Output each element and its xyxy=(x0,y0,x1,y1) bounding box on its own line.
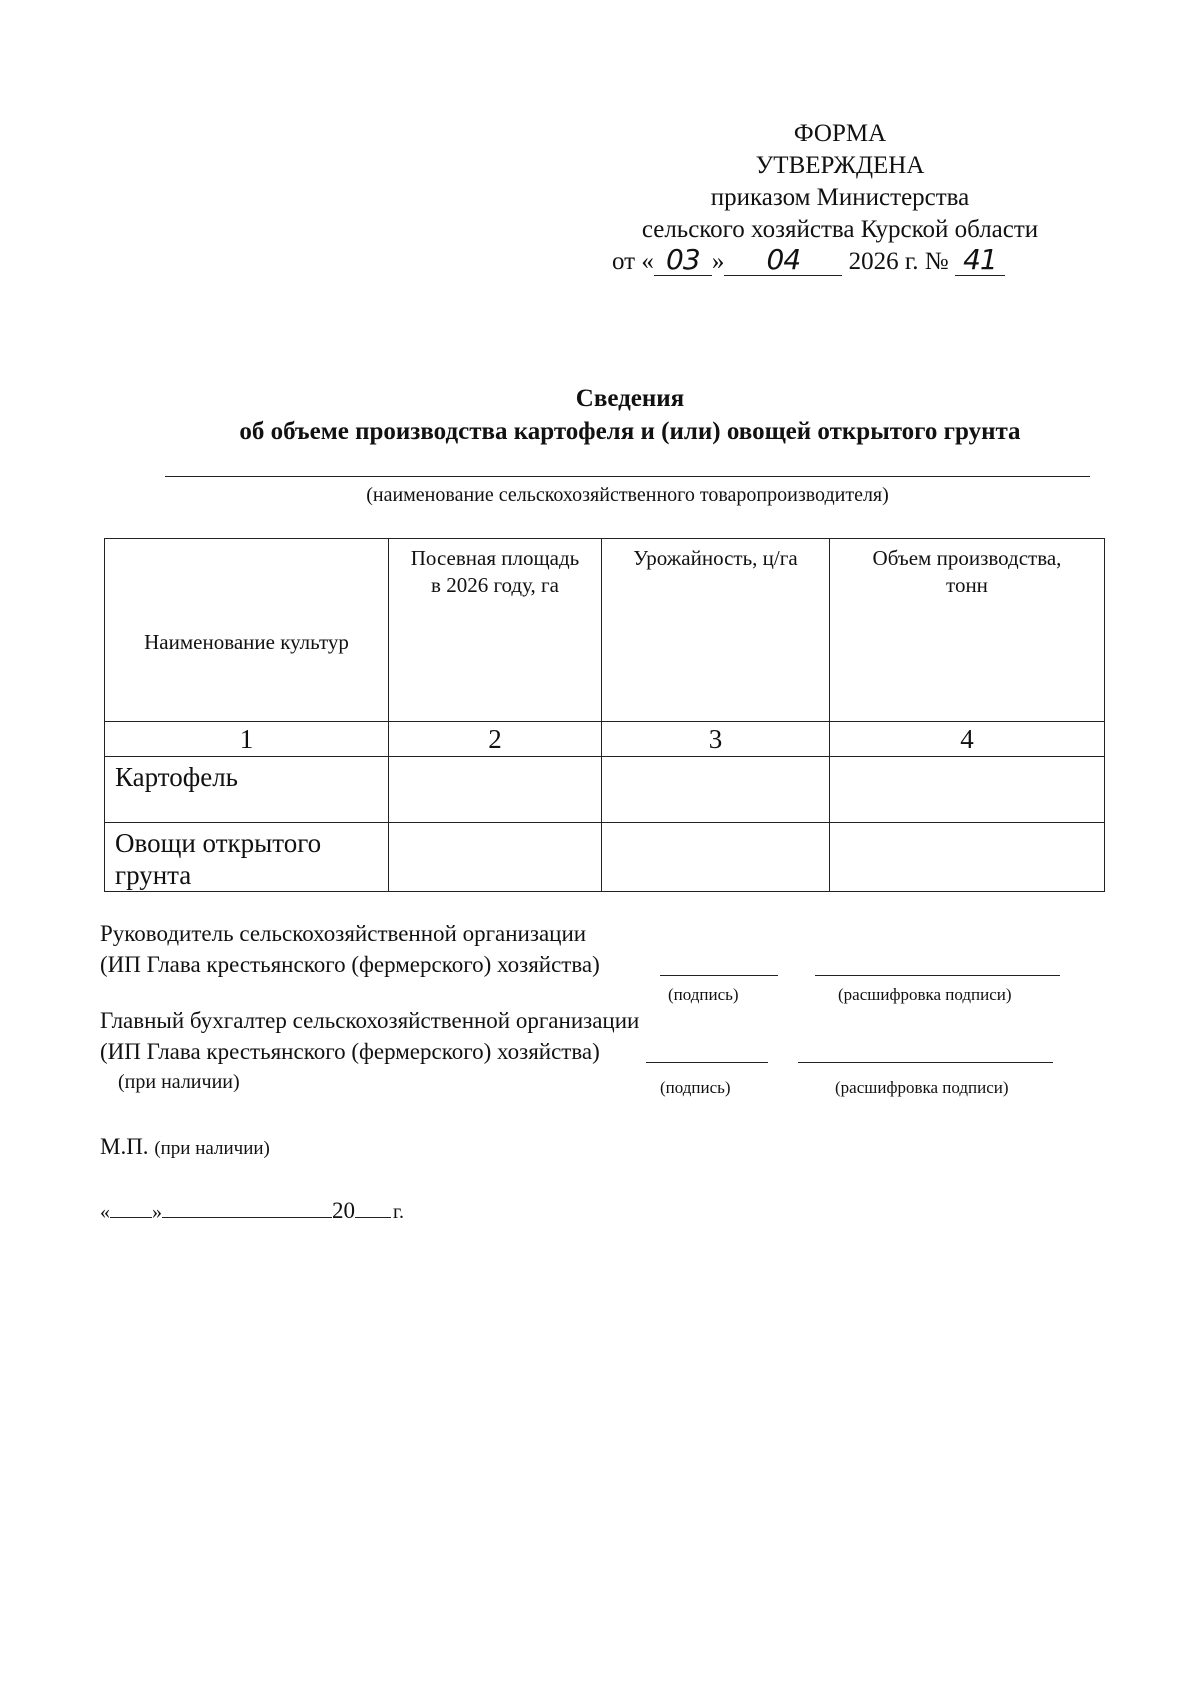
accountant-signature-line[interactable] xyxy=(646,1062,768,1063)
signing-date-close: » xyxy=(152,1201,162,1223)
column-number-2: 2 xyxy=(389,722,602,757)
vegetables-area-cell[interactable] xyxy=(389,823,602,892)
table-row xyxy=(105,757,1105,823)
head-signature-label: (подпись) xyxy=(668,985,739,1004)
table-header-row xyxy=(105,539,1105,722)
header-production-volume: Объем производства, тонн xyxy=(830,539,1105,722)
head-title-line-2: (ИП Глава крестьянского (фермерского) хозяйства) xyxy=(100,952,600,977)
approval-form-label: ФОРМА xyxy=(793,120,887,147)
vegetables-yield-cell[interactable] xyxy=(602,823,830,892)
stamp-label: М.П. xyxy=(100,1134,149,1159)
date-day: 03 xyxy=(666,243,700,276)
head-title-line-1: Руководитель сельскохозяйственной организации xyxy=(100,921,587,946)
stamp-note: (при наличии) xyxy=(154,1138,270,1159)
title-line-1: Сведения xyxy=(575,385,685,412)
signing-year-suffix: г. xyxy=(393,1201,404,1223)
header-crop-name: Наименование культур xyxy=(105,539,389,722)
signing-date-open: « xyxy=(100,1201,110,1223)
approval-ministry-label: сельского хозяйства Курской области xyxy=(641,216,1039,243)
potato-yield-cell[interactable] xyxy=(602,757,830,823)
date-month: 04 xyxy=(766,243,801,276)
approval-order-label: приказом Министерства xyxy=(710,184,970,211)
stamp-line xyxy=(100,1132,270,1164)
column-number-3: 3 xyxy=(602,722,830,757)
signing-month-field[interactable] xyxy=(162,1217,332,1218)
table-row xyxy=(105,823,1105,892)
signing-year-field[interactable] xyxy=(355,1217,391,1218)
head-decode-label: (расшифровка подписи) xyxy=(838,985,1012,1004)
potato-area-cell[interactable] xyxy=(389,757,602,823)
head-decode-line[interactable] xyxy=(815,975,1060,976)
potato-volume-cell[interactable] xyxy=(830,757,1105,823)
producer-name-caption: (наименование сельскохозяйственного товаропроизводителя) xyxy=(366,484,889,506)
approval-approved-label: УТВЕРЖДЕНА xyxy=(755,152,925,179)
order-number-field xyxy=(955,243,1005,276)
accountant-title-line-2: (ИП Глава крестьянского (фермерского) хозяйства) xyxy=(100,1039,600,1064)
accountant-decode-line[interactable] xyxy=(798,1062,1053,1063)
header-sown-area: Посевная площадь в 2026 году, га xyxy=(389,539,602,722)
approval-block xyxy=(590,118,1090,246)
accountant-signature-label: (подпись) xyxy=(660,1078,731,1097)
date-year-text: 2026 г. № xyxy=(848,248,949,275)
column-number-4: 4 xyxy=(830,722,1105,757)
date-quote-close: » xyxy=(711,248,725,275)
signing-century: 20 xyxy=(332,1198,355,1223)
title-line-2: об объеме производства картофеля и (или) овощей открытого грунта xyxy=(239,418,1021,445)
date-month-field xyxy=(724,243,842,276)
table-number-row xyxy=(105,722,1105,757)
production-table xyxy=(104,538,1105,892)
signing-date-line xyxy=(100,1196,404,1227)
crop-name-vegetables: Овощи открытого грунта xyxy=(105,823,389,892)
vegetables-volume-cell[interactable] xyxy=(830,823,1105,892)
date-prefix: от « xyxy=(612,248,654,275)
accountant-note: (при наличии) xyxy=(118,1071,240,1093)
head-signature-line[interactable] xyxy=(660,975,778,976)
approval-date-line xyxy=(612,243,1005,278)
column-number-1: 1 xyxy=(105,722,389,757)
document-title xyxy=(150,382,1110,448)
signing-day-field[interactable] xyxy=(110,1217,152,1218)
accountant-decode-label: (расшифровка подписи) xyxy=(835,1078,1009,1097)
header-yield: Урожайность, ц/га xyxy=(602,539,830,722)
order-number: 41 xyxy=(963,243,997,276)
crop-name-potato: Картофель xyxy=(105,757,389,823)
date-day-field xyxy=(654,243,712,276)
producer-name-line xyxy=(165,476,1090,477)
accountant-title-line-1: Главный бухгалтер сельскохозяйственной организации xyxy=(100,1008,640,1033)
